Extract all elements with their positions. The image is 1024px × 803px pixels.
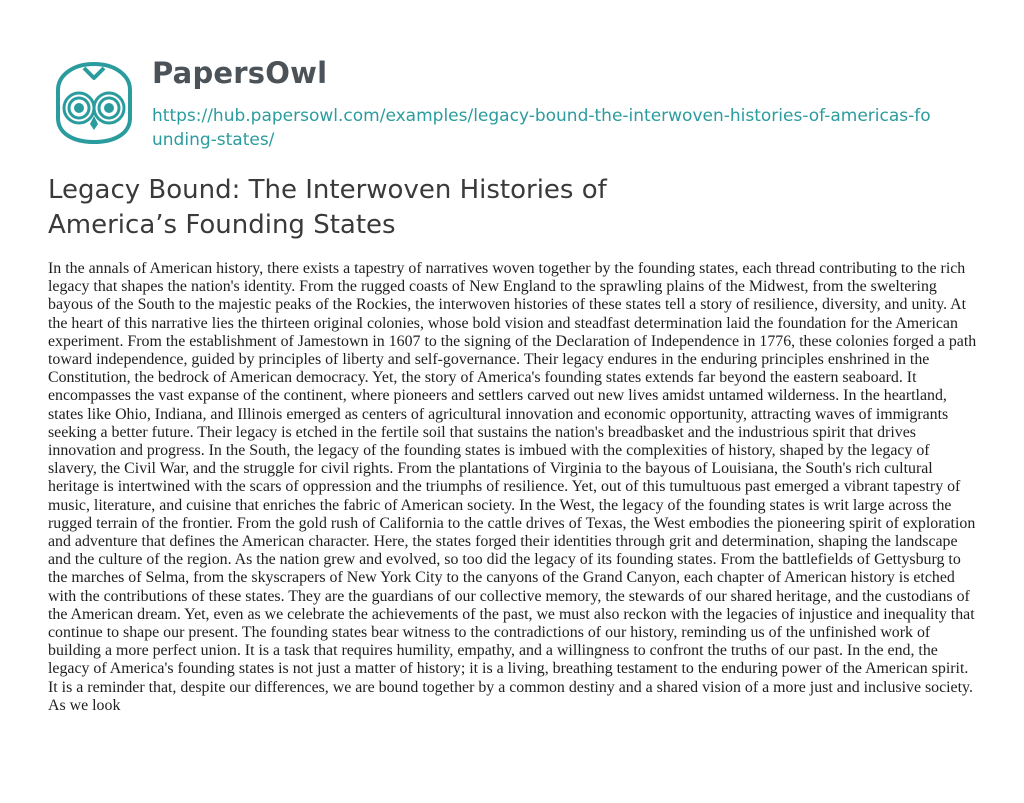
papersowl-logo-icon — [44, 52, 144, 152]
essay-body-text: In the annals of American history, there exists a tapestry of narratives woven together by the founding states, each thread contributing to the rich legacy that shapes the nation's identity. From the rugged coasts of New England to the sprawling plains of the Midwest, from the sweltering bayous of the South to the majestic peaks of the Rockies, the interwoven histories of these states tell a story of resilience, diversity, and unity. At the heart of this narrative lies the thirteen original colonies, whose bold vision and steadfast determination laid the foundation for the American experiment. From the establishment of Jamestown in 1607 to the signing of the Declaration of Independence in 1776, these colonies forged a path toward independence, guided by principles of liberty and self-governance. Their legacy endures in the enduring principles enshrined in the Constitution, the bedrock of American democracy. Yet, the story of America's founding states extends far beyond the eastern seaboard. It encompasses the vast expanse of the continent, where pioneers and settlers carved out new lives amidst untamed wilderness. In the heartland, states like Ohio, Indiana, and Illinois emerged as centers of agricultural innovation and economic opportunity, attracting waves of immigrants seeking a better future. Their legacy is etched in the fertile soil that sustains the nation's breadbasket and the industrious spirit that drives innovation and progress. In the South, the legacy of the founding states is imbued with the complexities of history, shaped by the legacy of slavery, the Civil War, and the struggle for civil rights. From the plantations of Virginia to the bayous of Louisiana, the South's rich cultural heritage is intertwined with the scars of oppression and the triumphs of resilience. Yet, out of this tumultuous past emerged a vibrant tapestry of music, literature, and cuisine that enriches the fabric of American society. In the West, the legacy of the founding states is writ large across the rugged terrain of the frontier. From the gold rush of California to the cattle drives of Texas, the West embodies the pioneering spirit of exploration and adventure that defines the American character. Here, the states forged their identities through grit and determination, shaping the landscape and the culture of the region. As the nation grew and evolved, so too did the legacy of its founding states. From the battlefields of Gettysburg to the marches of Selma, from the skyscrapers of New York City to the canyons of the Grand Canyon, each chapter of American history is etched with the contributions of these states. They are the guardians of our collective memory, the stewards of our shared heritage, and the custodians of the American dream. Yet, even as we celebrate the achievements of the past, we must also reckon with the legacies of injustice and inequality that continue to shape our present. The founding states bear witness to the contradictions of our history, reminding us of the unfinished work of building a more perfect union. It is a task that requires humility, empathy, and a willingness to confront the truths of our past. In the end, the legacy of America's founding states is not just a matter of history; it is a living, breathing testament to the enduring power of the American spirit. It is a reminder that, despite our differences, we are bound together by a common destiny and a shared vision of a more just and inclusive society. As we look — [48, 260, 977, 714]
document-title: Legacy Bound: The Interwoven Histories of America’s Founding States — [48, 175, 607, 240]
source-url-link[interactable]: https://hub.papersowl.com/examples/legacy-bound-the-interwoven-histories-of-americas-founding-states/ — [152, 106, 931, 150]
brand-name: PapersOwl — [152, 56, 328, 90]
owl-face-icon — [44, 52, 144, 152]
